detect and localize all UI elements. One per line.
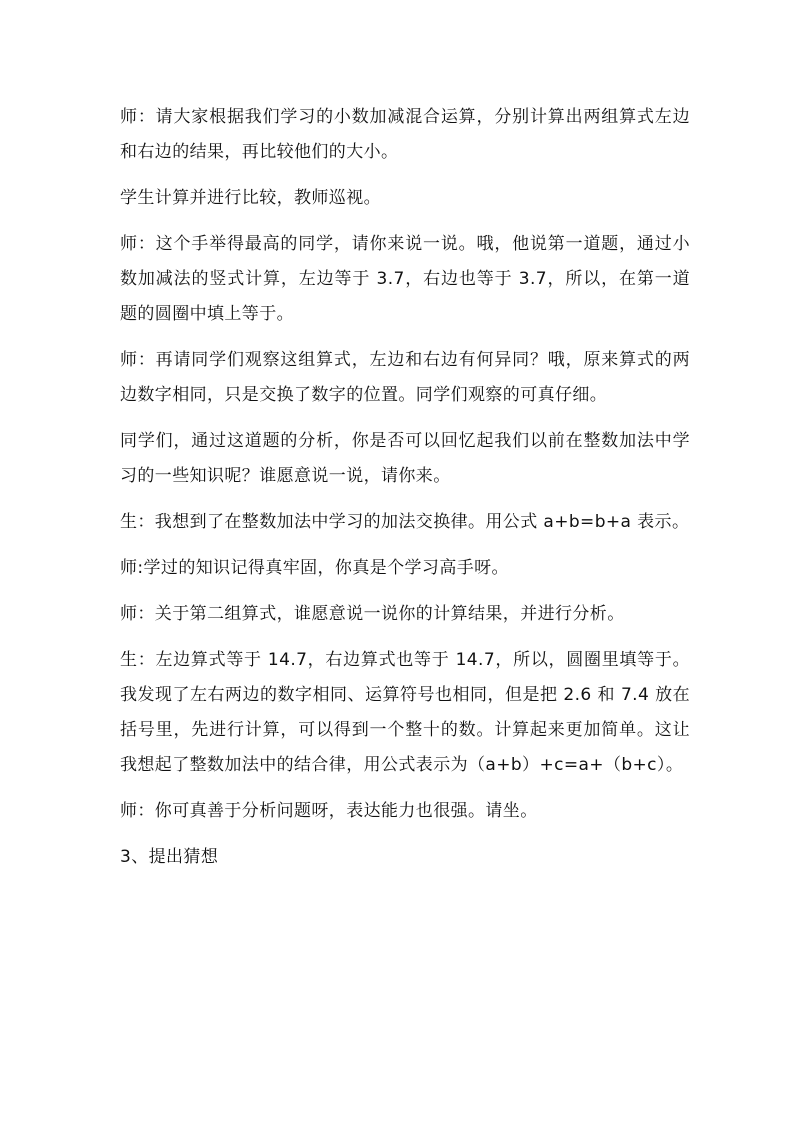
paragraph-teacher-instruction: 师：请大家根据我们学习的小数加减混合运算，分别计算出两组算式左边和右边的结果，再比较他们的大小。 (120, 107, 690, 162)
paragraph-students-calculate: 学生计算并进行比较，教师巡视。 (120, 188, 381, 208)
paragraph-student-associative: 生：左边算式等于 14.7，右边算式也等于 14.7，所以，圆圈里填等于。我发现了左右两边的数字相同、运算符号也相同，但是把 2.6 和 7.4 放在括号里，先进行计算，可以得到一个整十的数。计算起来更加简单。这让我想起了整数加法中的结合律，用公式表示为（a+b）+c=a+（b+c）。 (120, 650, 690, 775)
paragraph-teacher-first-result: 师：这个手举得最高的同学，请你来说一说。哦，他说第一道题，通过小数加减法的竖式计算，左边等于 3.7，右边也等于 3.7，所以，在第一道题的圆圈中填上等于。 (120, 234, 690, 324)
paragraph-teacher-praise: 师:学过的知识记得真牢固，你真是个学习高手呀。 (120, 558, 509, 578)
paragraph-teacher-second-group: 师：关于第二组算式，谁愿意说一说你的计算结果，并进行分析。 (120, 604, 625, 624)
document-body (120, 100, 690, 886)
section-heading-conjecture: 3、提出猜想 (120, 847, 219, 867)
paragraph-recall-knowledge: 同学们，通过这道题的分析，你是否可以回忆起我们以前在整数加法中学习的一些知识呢？谁愿意说一说，请你来。 (120, 431, 690, 486)
paragraph-teacher-observe: 师：再请同学们观察这组算式，左边和右边有何异同？哦，原来算式的两边数字相同，只是交换了数字的位置。同学们观察的可真仔细。 (120, 350, 690, 405)
paragraph-student-commutative: 生：我想到了在整数加法中学习的加法交换律。用公式 a+b=b+a 表示。 (120, 512, 690, 532)
paragraph-teacher-sit-down: 师：你可真善于分析问题呀，表达能力也很强。请坐。 (120, 801, 538, 821)
